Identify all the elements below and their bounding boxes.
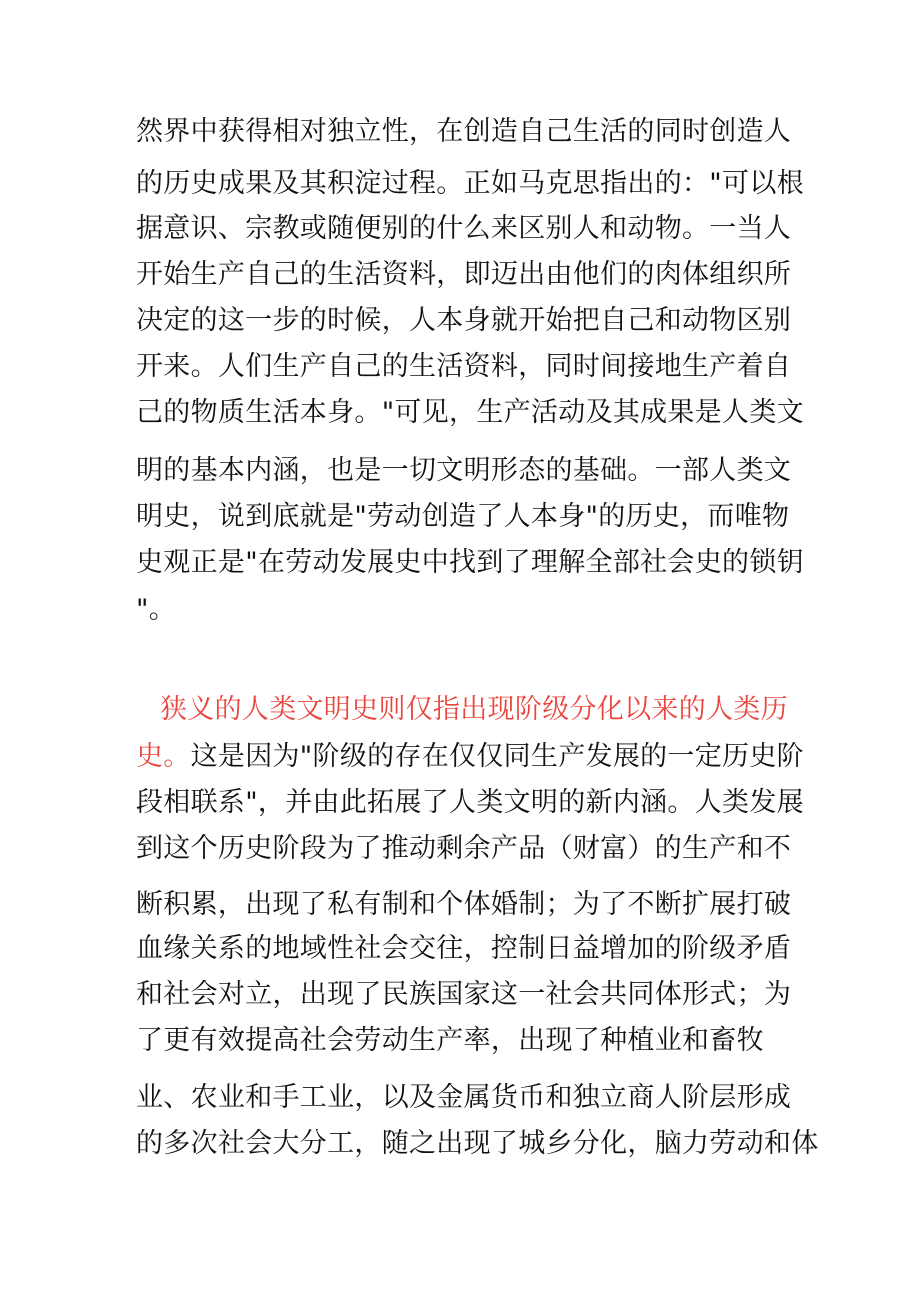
text-line: 段相联系"，并由此拓展了人类文明的新内涵。人类发展 [136, 787, 804, 818]
text-line: 开来。人们生产自己的生活资料，同时间接地生产着自 [136, 351, 792, 382]
text-line: 史观正是"在劳动发展史中找到了理解全部社会史的锁钥 [136, 547, 804, 578]
text-line: 和社会对立，出现了民族国家这一社会共同体形式；为 [136, 979, 792, 1010]
text-run: 这是因为"阶级的存在仅仅同生产发展的一定历史阶 [190, 741, 804, 772]
text-line: 据意识、宗教或随便别的什么来区别人和动物。一当人 [136, 213, 792, 244]
text-line: 断积累，出现了私有制和个体婚制；为了不断扩展打破 [136, 889, 792, 920]
text-line: 了更有效提高社会劳动生产率，出现了种植业和畜牧 [136, 1025, 764, 1056]
text-line: 血缘关系的地域性社会交往，控制日益增加的阶级矛盾 [136, 933, 792, 964]
text-line: 的多次社会大分工，随之出现了城乡分化，脑力劳动和体 [136, 1128, 819, 1159]
text-line [160, 690, 820, 730]
text-line: 到这个历史阶段为了推动剩余产品（财富）的生产和不 [136, 833, 792, 864]
text-line: "。 [136, 594, 177, 625]
highlighted-text: 狭义的人类文明史则仅指出现阶级分化以来的人类历 [160, 694, 788, 725]
text-line: 开始生产自己的生活资料，即迈出由他们的肉体组织所 [136, 259, 792, 290]
text-line: 己的物质生活本身。"可见，生产活动及其成果是人类文 [136, 397, 804, 428]
text-line [136, 737, 804, 777]
text-line: 决定的这一步的时候，人本身就开始把自己和动物区别 [136, 305, 792, 336]
text-line: 业、农业和手工业，以及金属货币和独立商人阶层形成 [136, 1082, 792, 1113]
text-line: 明史，说到底就是"劳动创造了人本身"的历史，而唯物 [136, 501, 790, 532]
text-line: 然界中获得相对独立性，在创造自己生活的同时创造人 [136, 116, 792, 147]
highlighted-text: 史。 [136, 741, 191, 772]
text-line: 明的基本内涵，也是一切文明形态的基础。一部人类文 [136, 455, 792, 486]
text-line: 的历史成果及其积淀过程。正如马克思指出的："可以根 [136, 168, 804, 199]
